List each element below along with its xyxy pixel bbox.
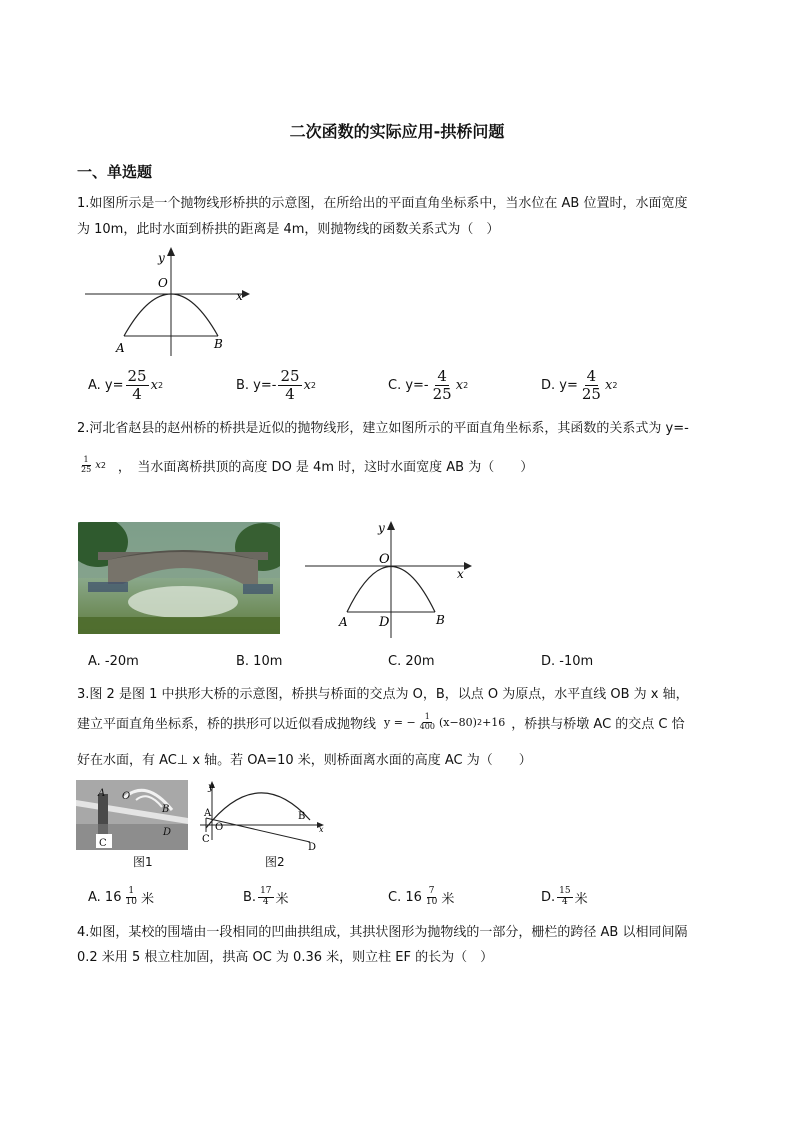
variable-x: x: [95, 460, 101, 471]
q3-option-d-prefix: D.: [541, 889, 556, 905]
q2-y-arrow: [387, 521, 395, 530]
q1-option-a-prefix: A. y=: [88, 377, 124, 393]
fig2-label-y: y: [208, 782, 214, 793]
q3-option-c[interactable]: [388, 887, 454, 908]
fig1-label-d: D: [163, 827, 172, 838]
fraction-denominator: 4: [285, 384, 295, 403]
q2-text-line2: [77, 456, 533, 475]
fraction-denominator: 400: [419, 722, 435, 731]
q3-formula-fraction: [418, 713, 437, 732]
q2-x-arrow: [464, 562, 472, 570]
q3-option-a-prefix: A. 16: [88, 889, 122, 905]
q3-option-d-fraction: [557, 887, 572, 908]
q3-figure2-diagram: [198, 780, 328, 852]
q1-option-d[interactable]: [541, 368, 617, 402]
q1-label-b: B: [214, 337, 223, 351]
unit-label: 米: [574, 891, 588, 907]
q1-parabola-figure: [80, 244, 255, 356]
fig2-label-x: x: [319, 825, 324, 834]
fraction-denominator: 4: [562, 896, 568, 907]
fraction-denominator: 25: [432, 384, 452, 403]
zhaozhou-bridge-photo: [78, 522, 280, 634]
exponent: 2: [612, 380, 618, 390]
q3-option-c-fraction: [424, 887, 439, 908]
q1-x-arrow: [242, 290, 250, 298]
q2-parabola-figure: [300, 516, 480, 638]
fraction-numerator: 25: [127, 367, 147, 385]
q3-text-line2: [77, 713, 685, 732]
unit-label: 米: [441, 891, 455, 907]
fraction-denominator: 25: [581, 384, 601, 403]
q3-option-b[interactable]: [243, 887, 289, 908]
fig2-label-d: D: [308, 842, 317, 852]
fig1-label-o: O: [122, 791, 131, 802]
variable-x: x: [303, 377, 311, 393]
q1-option-a-fraction: [126, 368, 149, 402]
fraction-denominator: 4: [132, 384, 142, 403]
q3-option-d[interactable]: [541, 887, 588, 908]
q2-option-b[interactable]: B. 10m: [236, 654, 283, 669]
q3-figure1-caption: 图1: [133, 855, 153, 869]
fraction-numerator: 1: [128, 886, 135, 896]
q1-option-c-fraction: [431, 368, 454, 402]
q3-text-line1: 3.图 2 是图 1 中拱形大桥的示意图，桥拱与桥面的交点为 O，B，以点 O 为原点，水平直线 OB 为 x 轴，: [77, 687, 689, 702]
fraction-numerator: 15: [559, 886, 571, 896]
q2-label-o: O: [379, 552, 390, 567]
q1-label-y: y: [158, 251, 165, 265]
q2-formula-fraction: [79, 456, 93, 475]
q3-figure1-photo: [76, 780, 188, 850]
q1-option-b[interactable]: [236, 368, 316, 402]
fraction-denominator: 10: [125, 896, 137, 907]
q1-text-line2: 为 10m，此时水面到桥拱的距离是 4m，则抛物线的函数关系式为（ ）: [77, 222, 500, 237]
fig1-label-b: B: [162, 804, 170, 815]
fraction-numerator: 4: [586, 367, 597, 385]
fraction-numerator: 4: [437, 367, 447, 385]
q3-formula-mid: (x−80): [438, 716, 477, 729]
fraction-denominator: 10: [425, 896, 438, 907]
exponent: 2: [310, 380, 316, 390]
exponent: 2: [100, 461, 106, 470]
unit-label: 米: [275, 891, 289, 907]
q1-option-d-fraction: [580, 368, 603, 402]
document-title: 二次函数的实际应用-拱桥问题: [289, 122, 505, 141]
fig2-label-a: A: [204, 808, 212, 819]
variable-x: x: [150, 377, 158, 393]
fraction-denominator: 25: [81, 465, 92, 474]
fig2-label-b: B: [298, 811, 306, 822]
q2-label-a: A: [339, 615, 348, 629]
q1-option-b-prefix: B. y=-: [236, 377, 277, 393]
q1-option-b-fraction: [278, 368, 301, 402]
q1-option-a[interactable]: [88, 368, 163, 402]
q3-formula-suffix: +16: [482, 716, 506, 729]
fig2-label-o: O: [215, 822, 224, 833]
q3-option-a[interactable]: [88, 887, 154, 908]
q2-label-y: y: [378, 521, 385, 535]
q2-label-b: B: [436, 613, 445, 627]
variable-x: x: [604, 377, 613, 393]
q3-option-b-fraction: [258, 887, 273, 908]
q3-option-b-prefix: B.: [243, 889, 257, 905]
q1-label-a: A: [116, 341, 125, 355]
q2-option-a[interactable]: A. -20m: [88, 654, 139, 669]
q2-text-line1: 2.河北省赵县的赵州桥的桥拱是近似的抛物线形，建立如图所示的平面直角坐标系，其函数的关系式为 y=-: [77, 421, 689, 436]
unit-label: 米: [140, 891, 154, 907]
fraction-numerator: 17: [260, 886, 272, 896]
fig1-label-a: A: [98, 788, 106, 799]
q3-formula-prefix: y = −: [384, 716, 416, 729]
q1-label-x: x: [236, 289, 243, 303]
q1-label-o: O: [158, 276, 168, 290]
fraction-numerator: 1: [83, 455, 89, 465]
q3-option-a-fraction: [123, 887, 138, 908]
q1-option-d-prefix: D. y=: [541, 377, 578, 393]
fraction-numerator: 25: [280, 367, 300, 385]
exponent: 2: [463, 380, 469, 390]
fraction-denominator: 4: [262, 896, 269, 907]
variable-x: x: [455, 377, 464, 393]
q3-figure2-caption: 图2: [265, 855, 285, 869]
fig1-label-c: C: [99, 838, 107, 849]
q1-y-arrow: [167, 247, 175, 256]
q2-text-line2-rest: ， 当水面离桥拱顶的高度 DO 是 4m 时，这时水面宽度 AB 为（ ）: [117, 460, 534, 475]
q3-option-c-prefix: C. 16: [388, 889, 422, 905]
exponent: 2: [476, 718, 483, 727]
q1-option-c[interactable]: [388, 368, 468, 402]
q1-text-line1: 1.如图所示是一个抛物线形桥拱的示意图，在所给出的平面直角坐标系中，当水位在 AB 位置时，水面宽度: [77, 196, 688, 211]
fraction-numerator: 1: [424, 712, 430, 722]
q1-option-c-prefix: C. y=-: [388, 377, 429, 393]
q2-option-c[interactable]: C. 20m: [388, 654, 435, 669]
q4-text-line2: 0.2 米用 5 根立柱加固，拱高 OC 为 0.36 米，则立柱 EF 的长为（ ）: [77, 950, 494, 965]
q3-text-line2-end: ，桥拱与桥墩 AC 的交点 C 恰: [511, 717, 685, 732]
q2-label-x: x: [457, 567, 464, 581]
q4-text-line1: 4.如图，某校的围墙由一段相同的凹曲拱组成，其拱状图形为抛物线的一部分，栅栏的跨径 AB 以相同间隔: [77, 925, 688, 940]
q3-text-line2-start: 建立平面直角坐标系，桥的拱形可以近似看成抛物线: [77, 717, 377, 732]
exponent: 2: [157, 380, 164, 390]
q2-label-d: D: [379, 615, 390, 630]
q3-text-line3: 好在水面，有 AC⊥ x 轴。若 OA=10 米，则桥面离水面的高度 AC 为（ ）: [77, 753, 532, 768]
fig2-label-c: C: [202, 834, 210, 845]
fraction-numerator: 7: [428, 886, 435, 896]
q2-option-d[interactable]: D. -10m: [541, 654, 594, 669]
section-heading: 一、单选题: [77, 163, 153, 181]
